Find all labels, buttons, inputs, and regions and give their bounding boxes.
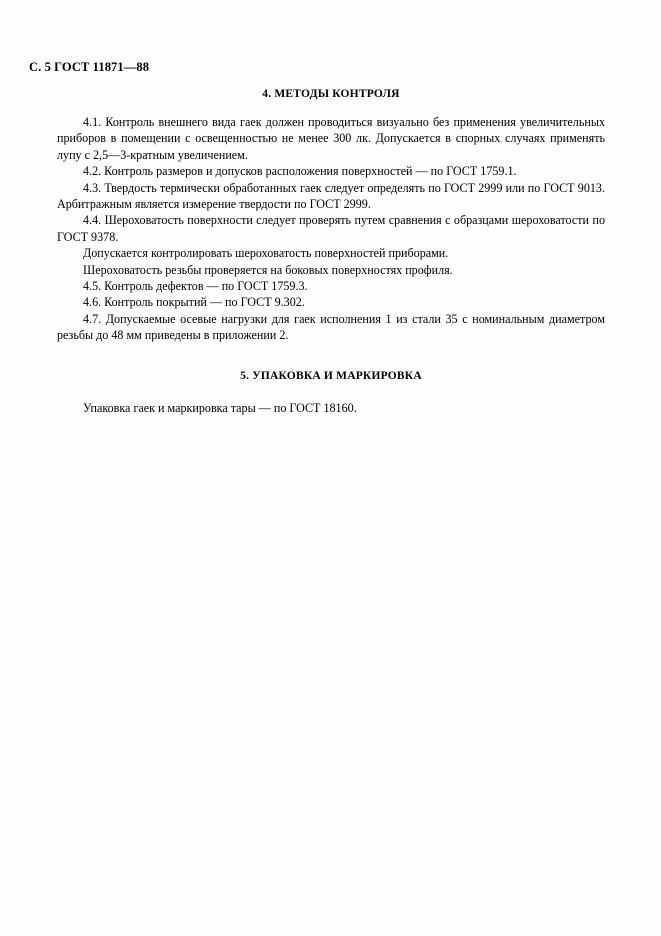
section-title-methods: 4. МЕТОДЫ КОНТРОЛЯ [262,88,400,100]
document-body [57,88,605,416]
paragraph-4-1: 4.1. Контроль внешнего вида гаек должен проводиться визуально без применения увеличительных приборов в помещении с освещенностью не менее 300 лк. Допускается в спорных случаях применять лупу с 2,5—3-кратным увеличением. [57,115,605,162]
paragraph-thread-roughness: Шероховатость резьбы проверяется на боковых поверхностях профиля. [83,262,453,277]
page-header [29,60,149,75]
paragraph-packaging: Упаковка гаек и маркировка тары — по ГОСТ 18160. [83,400,357,415]
paragraph-instruments: Допускается контролировать шероховатость поверхностей приборами. [83,246,449,261]
paragraph-4-2: 4.2. Контроль размеров и допусков расположения поверхностей — по ГОСТ 1759.1. [83,164,517,179]
paragraph-4-5: 4.5. Контроль дефектов — по ГОСТ 1759.3. [83,279,308,294]
paragraph-4-6: 4.6. Контроль покрытий — по ГОСТ 9.302. [83,295,305,310]
page-number: С. 5 [29,60,51,74]
paragraph-4-7: 4.7. Допускаемые осевые нагрузки для гаек исполнения 1 из стали 35 с номинальным диаметром резьбы до 48 мм приведены в приложении 2. [57,311,605,343]
paragraph-4-3: 4.3. Твердость термически обработанных гаек следует определять по ГОСТ 2999 или по ГОСТ 9013. Арбитражным является измерение твердости по ГОСТ 2999. [57,180,605,212]
section-title-packaging: 5. УПАКОВКА И МАРКИРОВКА [240,369,422,382]
paragraph-4-4: 4.4. Шероховатость поверхности следует проверять путем сравнения с образцами шероховатости по ГОСТ 9378. [57,213,605,244]
standard-designation: ГОСТ 11871—88 [54,60,150,74]
